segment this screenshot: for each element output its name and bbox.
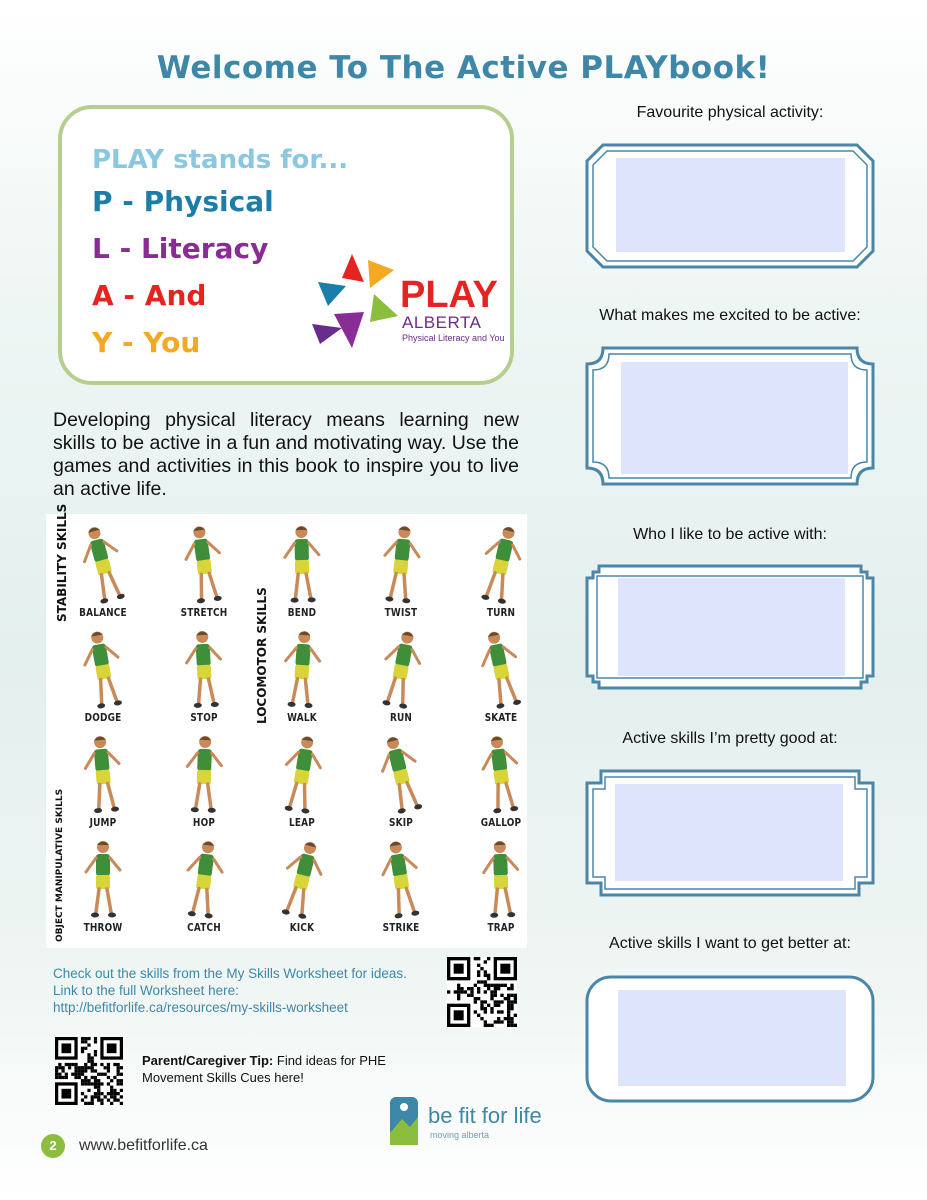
skill-figure-icon: [179, 733, 229, 817]
skill-figure-icon: [376, 523, 426, 607]
skill-label: STOP: [190, 712, 218, 724]
skill-turn: [461, 519, 541, 624]
skill-label: HOP: [192, 817, 216, 829]
question-good-at: Active skills I’m pretty good at:: [622, 730, 838, 747]
skill-twist: [361, 519, 441, 624]
skill-run: [361, 624, 441, 729]
skill-label: TURN: [486, 607, 516, 619]
skill-label: KICK: [289, 922, 315, 934]
skill-figure-icon: [376, 838, 426, 922]
skill-figure-icon: [476, 838, 526, 922]
skill-label: SKIP: [389, 817, 413, 829]
skill-label: STRIKE: [382, 922, 420, 934]
skill-label: JUMP: [89, 817, 117, 829]
skill-label: STRETCH: [180, 607, 228, 619]
play-acronym-card: [58, 105, 514, 385]
play-logo-alberta: ALBERTA: [402, 313, 482, 332]
be-fit-for-life-logo: [388, 1093, 548, 1149]
skill-figure-icon: [179, 838, 229, 922]
skill-kick: [262, 834, 342, 939]
worksheet-note: [53, 965, 433, 1016]
skill-figure-icon: [376, 733, 426, 817]
category-locomotor: LOCOMOTOR SKILLS: [255, 587, 269, 724]
answer-box-active-with[interactable]: [585, 564, 875, 690]
question-excited: What makes me excited to be active:: [599, 307, 861, 324]
skill-throw: [63, 834, 143, 939]
skill-bend: [262, 519, 342, 624]
play-logo-word: PLAY: [400, 274, 498, 316]
skill-label: BEND: [287, 607, 317, 619]
skill-figure-icon: [376, 628, 426, 712]
question-favourite-activity: Favourite physical activity:: [636, 104, 824, 121]
skill-figure-icon: [179, 628, 229, 712]
answer-fill[interactable]: [618, 990, 846, 1086]
skill-figure-icon: [78, 523, 128, 607]
skill-figure-icon: [78, 628, 128, 712]
answer-fill[interactable]: [621, 362, 848, 474]
tip-label: Parent/Caregiver Tip:: [142, 1053, 274, 1068]
skill-label: BALANCE: [79, 607, 127, 619]
answer-fill[interactable]: [616, 158, 845, 252]
parent-tip: [142, 1052, 402, 1086]
page-number: 2: [41, 1134, 65, 1158]
skill-trap: [461, 834, 541, 939]
play-alberta-logo: [312, 252, 505, 352]
skill-figure-icon: [277, 733, 327, 817]
page-title: Welcome To The Active PLAYbook!: [156, 50, 771, 86]
skill-strike: [361, 834, 441, 939]
skill-walk: [262, 624, 342, 729]
skill-figure-icon: [476, 733, 526, 817]
skill-hop: [164, 729, 244, 834]
skill-label: THROW: [83, 922, 123, 934]
skill-label: GALLOP: [480, 817, 522, 829]
answer-box-excited[interactable]: [585, 346, 875, 486]
skill-figure-icon: [476, 628, 526, 712]
skill-stop: [164, 624, 244, 729]
mountain-person-icon: [388, 1093, 422, 1149]
skill-leap: [262, 729, 342, 834]
skill-skip: [361, 729, 441, 834]
skill-figure-icon: [277, 838, 327, 922]
play-line-y: Y - You: [92, 326, 201, 359]
skill-figure-icon: [78, 733, 128, 817]
answer-box-favourite-activity[interactable]: [585, 143, 875, 269]
play-line-p: P - Physical: [92, 185, 274, 218]
skill-label: LEAP: [289, 817, 315, 829]
tip-text: Find ideas for PHE Movement Skills Cues here!: [142, 1053, 386, 1085]
skill-label: WALK: [287, 712, 317, 724]
category-object-manipulative: OBJECT MANIPULATIVE SKILLS: [55, 788, 65, 942]
answer-fill[interactable]: [615, 784, 843, 881]
skill-label: CATCH: [187, 922, 221, 934]
skill-dodge: [63, 624, 143, 729]
bffl-sub: moving alberta: [430, 1130, 490, 1140]
skill-label: RUN: [389, 712, 413, 724]
play-line-a: A - And: [92, 279, 207, 312]
answer-fill[interactable]: [618, 578, 845, 676]
skill-label: SKATE: [484, 712, 518, 724]
worksheet-note-text: Check out the skills from the My Skills Worksheet for ideas. Link to the full Worksheet here:: [53, 966, 407, 998]
tip-qr-code[interactable]: [55, 1037, 123, 1105]
question-active-with: Who I like to be active with:: [633, 526, 827, 543]
play-heading: PLAY stands for...: [92, 145, 349, 175]
worksheet-link[interactable]: http://befitforlife.ca/resources/my-skills-worksheet: [53, 1000, 348, 1015]
skill-label: DODGE: [84, 712, 122, 724]
skill-skate: [461, 624, 541, 729]
skill-catch: [164, 834, 244, 939]
skill-figure-icon: [179, 523, 229, 607]
skill-balance: [63, 519, 143, 624]
play-logo-tagline: Physical Literacy and You: [402, 333, 505, 343]
skill-jump: [63, 729, 143, 834]
intro-paragraph: Developing physical literacy means learning new skills to be active in a fun and motivating way. Use the games and activities in this book to inspire you to live an active life.: [53, 409, 519, 500]
skill-figure-icon: [277, 523, 327, 607]
skill-figure-icon: [476, 523, 526, 607]
skill-label: TRAP: [487, 922, 515, 934]
skill-label: TWIST: [384, 607, 418, 619]
skill-stretch: [164, 519, 244, 624]
worksheet-qr-code[interactable]: [447, 957, 517, 1027]
category-stability: STABILITY SKILLS: [55, 503, 69, 622]
skill-figure-icon: [277, 628, 327, 712]
play-line-l: L - Literacy: [92, 232, 269, 265]
answer-box-get-better[interactable]: [585, 975, 875, 1103]
answer-box-good-at[interactable]: [585, 769, 875, 897]
skills-chart: [46, 503, 527, 948]
question-get-better: Active skills I want to get better at:: [609, 935, 851, 952]
play-star-icon: [312, 252, 400, 352]
bffl-name: be fit for life: [428, 1103, 542, 1128]
skill-figure-icon: [78, 838, 128, 922]
skill-gallop: [461, 729, 541, 834]
footer-website[interactable]: www.befitforlife.ca: [79, 1137, 208, 1154]
